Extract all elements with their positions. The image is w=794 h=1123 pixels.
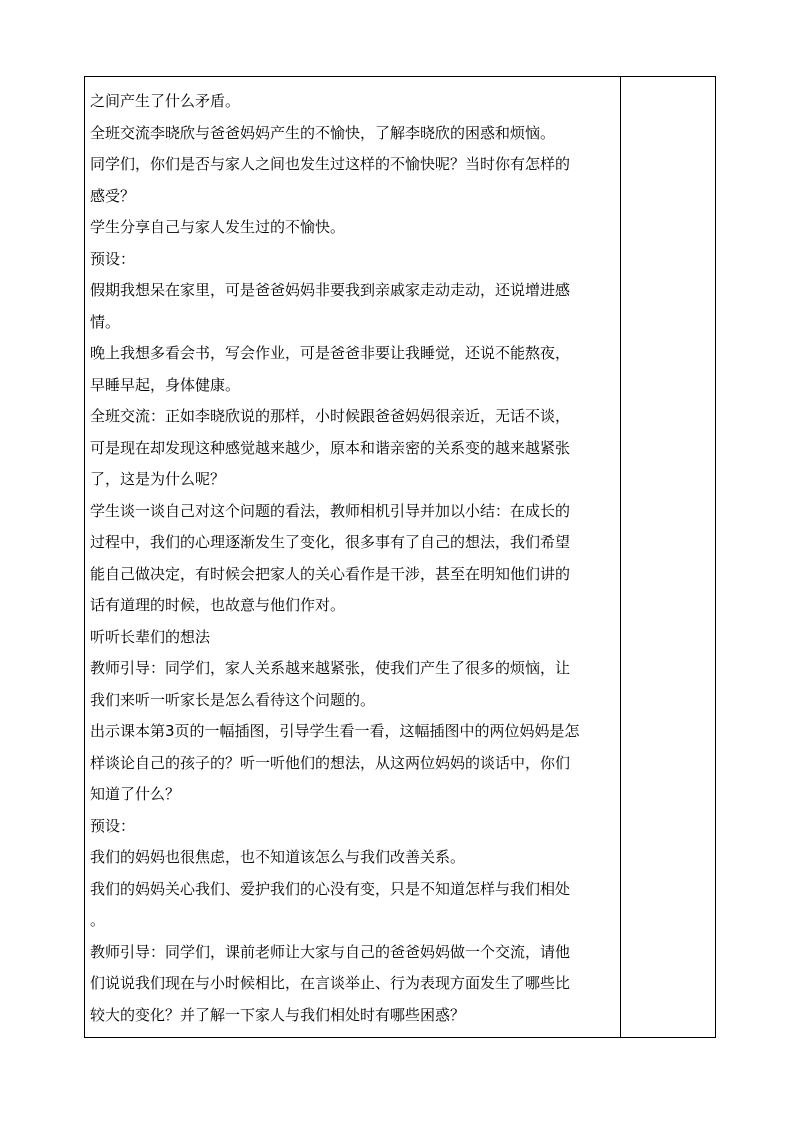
text-line: 。 — [90, 911, 106, 929]
text-line: 可是现在却发现这种感觉越来越少，原本和谐亲密的关系变的越来越紧张 — [90, 438, 571, 457]
text-line: 我们的妈妈也很焦虑，也不知道该怎么与我们改善关系。 — [90, 848, 466, 866]
text-line: 我们来听一听家长是怎么看待这个问题的。 — [90, 690, 376, 709]
text-line: 感受？ — [90, 186, 136, 205]
text-line: 预设： — [90, 249, 136, 268]
text-line: 们说说我们现在与小时候相比，在言谈举止、行为表现方面发生了哪些比 — [90, 974, 571, 992]
text-line: 过程中，我们的心理逐渐发生了变化，很多事有了自己的想法，我们希望 — [90, 533, 571, 551]
text-line: 情。 — [90, 312, 121, 331]
text-line: 话有道理的时候，也故意与他们作对。 — [90, 596, 346, 614]
text-line: 出示课本第3页的一幅插图，引导学生看一看，这幅插图中的两位妈妈是怎 — [90, 722, 580, 740]
text-line: 全班交流：正如李晓欣说的那样，小时候跟爸爸妈妈很亲近，无话不谈， — [90, 407, 571, 425]
text-line: 较大的变化？并了解一下家人与我们相处时有哪些困惑？ — [90, 1005, 466, 1024]
table-column-divider — [620, 76, 621, 1038]
text-line: 能自己做决定，有时候会把家人的关心看作是干涉，甚至在明知他们讲的 — [90, 564, 571, 583]
lesson-text-cell — [90, 86, 616, 1031]
text-line: 同学们，你们是否与家人之间也发生过这样的不愉快呢？当时你有怎样的 — [90, 155, 571, 173]
text-line: 假期我想呆在家里，可是爸爸妈妈非要我到亲戚家走动走动，还说增进感 — [90, 281, 571, 299]
text-line: 样谈论自己的孩子的？听一听他们的想法，从这两位妈妈的谈话中，你们 — [90, 753, 571, 772]
text-line: 了，这是为什么呢？ — [90, 470, 226, 488]
text-line: 听听长辈们的想法 — [90, 627, 211, 646]
text-line: 教师引导：同学们，家人关系越来越紧张，使我们产生了很多的烦恼，让 — [90, 659, 571, 677]
text-line: 我们的妈妈关心我们、爱护我们的心没有变，只是不知道怎样与我们相处 — [90, 879, 571, 898]
text-line: 之间产生了什么矛盾。 — [90, 92, 241, 110]
text-line: 教师引导：同学们，课前老师让大家与自己的爸爸妈妈做一个交流，请他 — [90, 942, 571, 961]
text-line: 早睡早起，身体健康。 — [90, 375, 241, 394]
text-line: 预设： — [90, 816, 136, 835]
text-line: 知道了什么？ — [90, 785, 181, 803]
text-line: 晚上我想多看会书，写会作业，可是爸爸非要让我睡觉，还说不能熬夜， — [90, 344, 571, 362]
text-line: 学生谈一谈自己对这个问题的看法，教师相机引导并加以小结：在成长的 — [90, 501, 571, 520]
text-line: 全班交流李晓欣与爸爸妈妈产生的不愉快，了解李晓欣的困惑和烦恼。 — [90, 123, 556, 142]
text-line: 学生分享自己与家人发生过的不愉快。 — [90, 218, 346, 236]
